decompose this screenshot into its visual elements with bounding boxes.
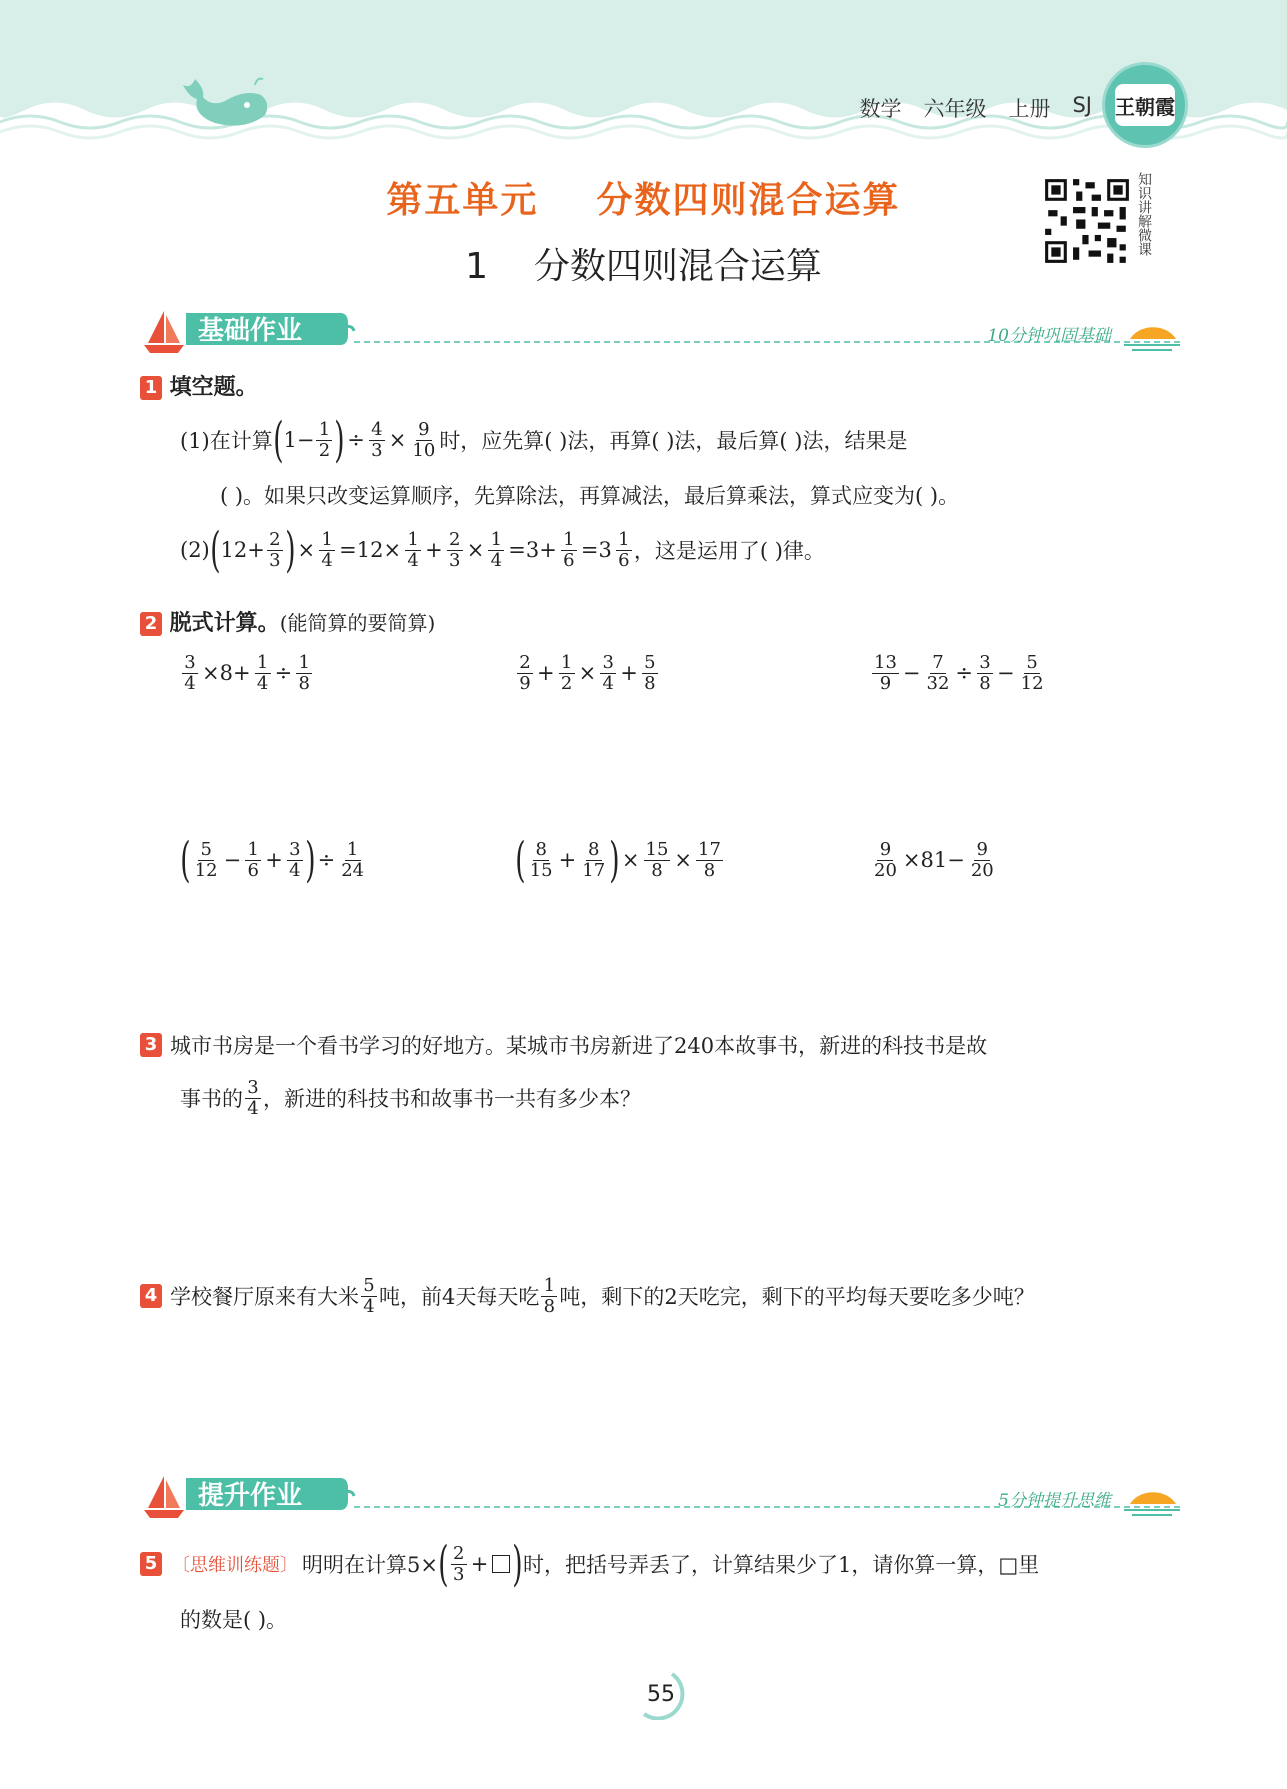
q5-text-b: 时，把括号弄丢了，计算结果少了1，请你算一算，□里 <box>523 1553 1040 1577</box>
q5-text-2: 的数是( )。 <box>180 1608 288 1632</box>
q3-number: 3 <box>140 1033 162 1057</box>
q1-p1-lead: (1)在计算 <box>180 429 273 453</box>
grade-label: 六年级 <box>923 97 987 121</box>
q4-text-c: 吨，剩下的2天吃完，剩下的平均每天要吃多少吨？ <box>559 1285 1035 1309</box>
section-title-basic: 基础作业 <box>198 316 303 346</box>
q4-text-b: 吨，前4天每天吃 <box>379 1285 540 1309</box>
q3-text-2b: ，新进的科技书和故事书一共有多少本？ <box>263 1087 641 1111</box>
unit-title: 第五单元 分数四则混合运算 <box>386 180 901 221</box>
q1-p2-lead: (2) <box>180 538 210 562</box>
blank-box <box>492 1555 510 1573</box>
q1-part2-line: (2) ( 12+ $\frac{2}{3}$ ) × $\frac{1}{4}$ =12× $\frac{1}{4}$ + $\frac{2}{3}$ × $\frac{1}{4}$ =3+ $\frac{1}{6}$ =3 $\frac{1}{6}$ ，这是运用了( )律。 <box>180 522 825 578</box>
q1-part1-line2 <box>220 480 959 510</box>
edition-label: SJ <box>1072 93 1092 117</box>
q2-number: 2 <box>140 612 162 636</box>
q4-line: 4 学校餐厅原来有大米 $\frac{5}{4}$ 吨，前4天每天吃 $\frac{1}{8}$ 吨，剩下的2天吃完，剩下的平均每天要吃多少吨？ <box>140 1268 1035 1324</box>
expr-b: $\frac{2}{9}$ + $\frac{1}{2}$ × $\frac{3}{4}$ + $\frac{5}{8}$ <box>515 645 660 701</box>
brand-name: 王朝霞 <box>1115 84 1175 126</box>
page-number: 55 <box>647 1682 675 1707</box>
q3-text-1: 城市书房是一个看书学习的好地方。某城市书房新进了240本故事书，新进的科技书是故 <box>170 1034 988 1058</box>
whale-icon <box>175 75 275 135</box>
expr-e: ( $\frac{8}{15}$ + $\frac{8}{17}$ ) × $\frac{15}{8}$ × $\frac{17}{8}$ <box>515 832 721 888</box>
expr-c: $\frac{13}{9}$ − $\frac{7}{32}$ ÷ $\frac{3}{8}$ − $\frac{5}{12}$ <box>874 651 1044 694</box>
brand-badge <box>1102 62 1188 148</box>
expr-d: ( $\frac{5}{12}$ − $\frac{1}{6}$ + $\frac{3}{4}$ ) ÷ $\frac{1}{24}$ <box>180 832 365 888</box>
q2-subtitle: (能简算的要简算) <box>279 611 436 635</box>
section-note-advanced: 5分钟提升思维 <box>998 1491 1111 1511</box>
q5-text-a: 明明在计算5× <box>302 1553 438 1577</box>
q3-line1 <box>140 1030 987 1060</box>
q1-p1-text-a: 时，应先算( )法，再算( )法，最后算( )法，结果是 <box>439 429 908 453</box>
q5-line2 <box>180 1604 287 1634</box>
q3-line2: 事书的 $\frac{3}{4}$ ，新进的科技书和故事书一共有多少本？ <box>180 1076 641 1119</box>
q1-heading <box>140 370 258 401</box>
expr-a: $\frac{3}{4}$ ×8+ $\frac{1}{4}$ ÷ $\frac{1}{8}$ <box>180 645 314 701</box>
section-note-basic: 10分钟巩固基础 <box>987 326 1111 346</box>
q1-part1-line1: (1)在计算 ( 1− $\frac{1}{2}$ ) ÷ $\frac{4}{3}$ × $\frac{9}{10}$ 时，应先算( )法，再算( )法，最后算( )法，结果是 <box>180 412 908 468</box>
q1-p2-tail: ，这是运用了( )律。 <box>633 539 825 563</box>
q5-number: 5 <box>140 1552 162 1576</box>
q5-tag: 〔思维训练题〕 <box>172 1555 298 1576</box>
q1-title: 填空题。 <box>169 375 258 400</box>
q5-line1: 5 〔思维训练题〕 明明在计算5× ( $\frac{2}{3}$ + ) 时，把括号弄丢了，计算结果少了1，请你算一算，□里 <box>140 1536 1039 1592</box>
subject-label: 数学 <box>859 97 902 121</box>
qr-caption: 知识讲解微课 <box>1136 172 1152 256</box>
volume-label: 上册 <box>1008 97 1051 121</box>
q4-number: 4 <box>140 1284 162 1308</box>
expr-f: $\frac{9}{20}$ ×81− $\frac{9}{20}$ <box>874 838 994 881</box>
q2-heading <box>140 606 435 637</box>
q1-number: 1 <box>140 376 162 400</box>
q2-title: 脱式计算。 <box>169 611 280 636</box>
q3-text-2a: 事书的 <box>180 1087 243 1111</box>
lesson-title: 1 分数四则混合运算 <box>465 246 822 287</box>
book-meta <box>859 93 1092 123</box>
q4-text-a: 学校餐厅原来有大米 <box>170 1285 359 1309</box>
qr-code-icon[interactable] <box>1042 176 1132 266</box>
q1-p1-text-b: ( )。如果只改变运算顺序，先算除法，再算减法，最后算乘法，算式应变为( )。 <box>220 484 960 508</box>
section-title-advanced: 提升作业 <box>198 1481 303 1511</box>
